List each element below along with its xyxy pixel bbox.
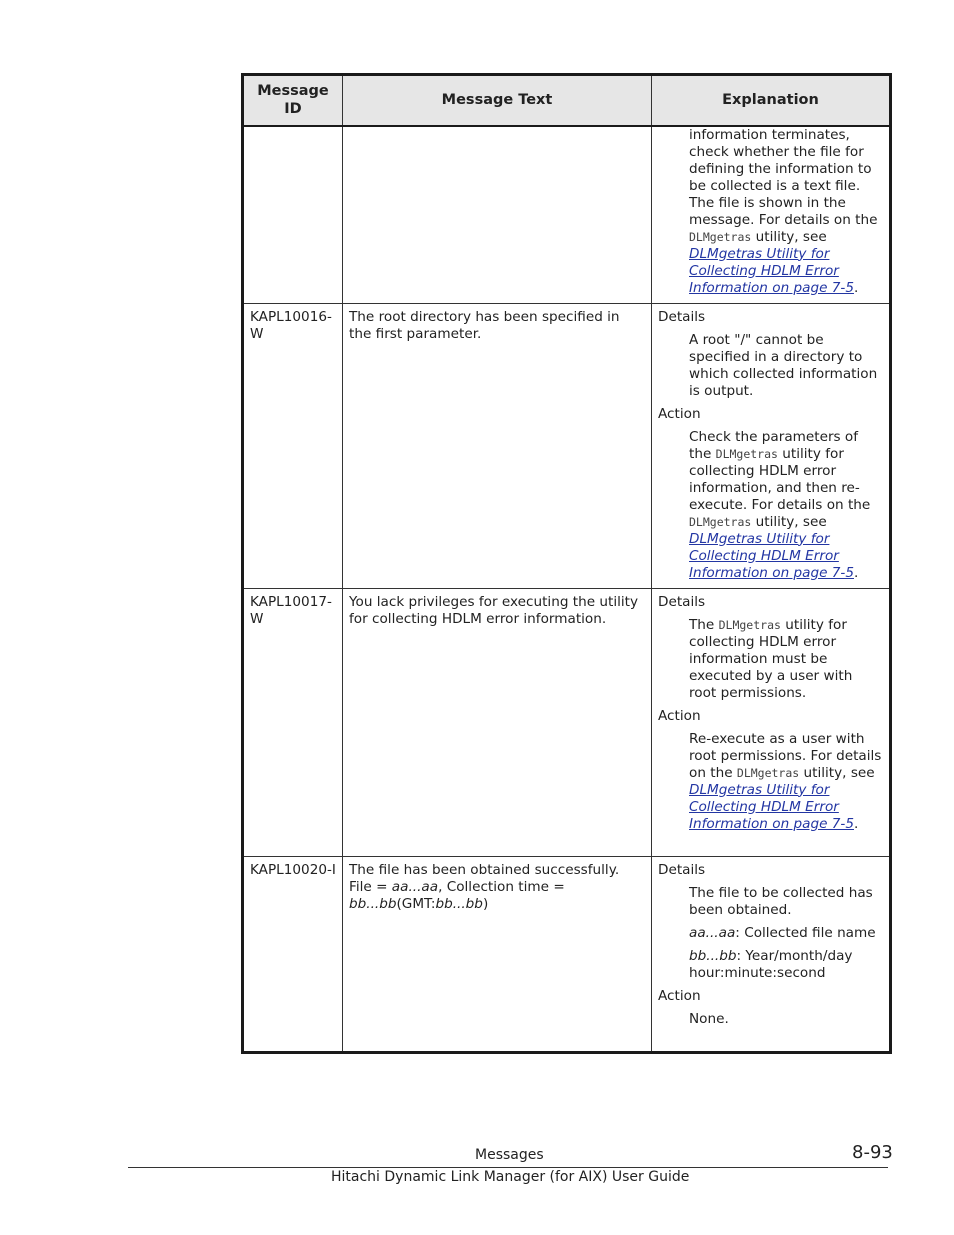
cell-text: You lack privileges for executing the utility for collecting HDLM error information. bbox=[343, 588, 652, 856]
cell-explanation bbox=[652, 303, 891, 588]
code-dlmgetras: DLMgetras bbox=[718, 617, 781, 632]
header-message-id: Message ID bbox=[243, 75, 343, 126]
messages-table bbox=[241, 73, 892, 1054]
details-text: A root "/" cannot be specified in a directory to which collected information is output. bbox=[689, 331, 878, 399]
table-row bbox=[243, 303, 891, 588]
code-dlmgetras: DLMgetras bbox=[715, 446, 778, 461]
header-message-text: Message Text bbox=[343, 75, 652, 126]
cell-id: KAPL10017-W bbox=[243, 588, 343, 856]
page-number: 8-93 bbox=[852, 1142, 893, 1163]
details-label: Details bbox=[658, 308, 706, 325]
footer-section-title: Messages bbox=[475, 1147, 544, 1163]
details-label: Details bbox=[658, 861, 706, 878]
details-text: The file to be collected has been obtained. bbox=[689, 884, 873, 918]
cell-id bbox=[243, 126, 343, 304]
explanation-continued: information terminates, check whether the file for defining the information to be collected is a text file. The file is shown in the message. For details on the DLMgetras utility, see DLMgetras Utility for Collecting HDLM Error Information on page 7-5. bbox=[689, 126, 878, 296]
cell-text: The file has been obtained successfully. File = aa...aa, Collection time = bb...bb(GMT:bb...bb) bbox=[343, 856, 652, 1052]
reference-link[interactable]: DLMgetras Utility for Collecting HDLM Error Information on page 7-5 bbox=[689, 530, 854, 581]
footer-divider bbox=[128, 1167, 888, 1168]
cell-text: The root directory has been specified in the first parameter. bbox=[343, 303, 652, 588]
cell-explanation bbox=[652, 126, 891, 304]
action-label: Action bbox=[658, 405, 701, 422]
variable-aa-description: aa...aa: Collected file name bbox=[689, 924, 876, 941]
table-row bbox=[243, 856, 891, 1052]
cell-id: KAPL10016-W bbox=[243, 303, 343, 588]
reference-link[interactable]: DLMgetras Utility for Collecting HDLM Error Information on page 7-5 bbox=[689, 781, 854, 832]
variable-bb-description: bb...bb: Year/month/day hour:minute:second bbox=[689, 947, 853, 981]
action-text: Check the parameters of the DLMgetras utility for collecting HDLM error information, and then re-execute. For details on the DLMgetras utility, see DLMgetras Utility for Collecting HDLM Error Information on page 7-5. bbox=[689, 428, 871, 581]
footer-guide-title: Hitachi Dynamic Link Manager (for AIX) User Guide bbox=[331, 1169, 690, 1185]
reference-link[interactable]: DLMgetras Utility for Collecting HDLM Error Information on page 7-5 bbox=[689, 245, 854, 296]
details-text: The DLMgetras utility for collecting HDLM error information must be executed by a user with root permissions. bbox=[689, 616, 853, 701]
cell-explanation bbox=[652, 856, 891, 1052]
cell-id: KAPL10020-I bbox=[243, 856, 343, 1052]
code-dlmgetras: DLMgetras bbox=[736, 765, 800, 780]
table-row bbox=[243, 126, 891, 304]
cell-explanation bbox=[652, 588, 891, 856]
cell-text bbox=[343, 126, 652, 304]
code-dlmgetras: DLMgetras bbox=[689, 229, 752, 244]
action-label: Action bbox=[658, 707, 701, 724]
code-dlmgetras: DLMgetras bbox=[689, 514, 752, 529]
table-header-row bbox=[243, 75, 891, 126]
action-label: Action bbox=[658, 987, 701, 1004]
details-label: Details bbox=[658, 593, 706, 610]
action-text: None. bbox=[689, 1010, 729, 1027]
table-row bbox=[243, 588, 891, 856]
header-explanation: Explanation bbox=[652, 75, 891, 126]
action-text: Re-execute as a user with root permissions. For details on the DLMgetras utility, see DLMgetras Utility for Collecting HDLM Error Information on page 7-5. bbox=[689, 730, 882, 832]
